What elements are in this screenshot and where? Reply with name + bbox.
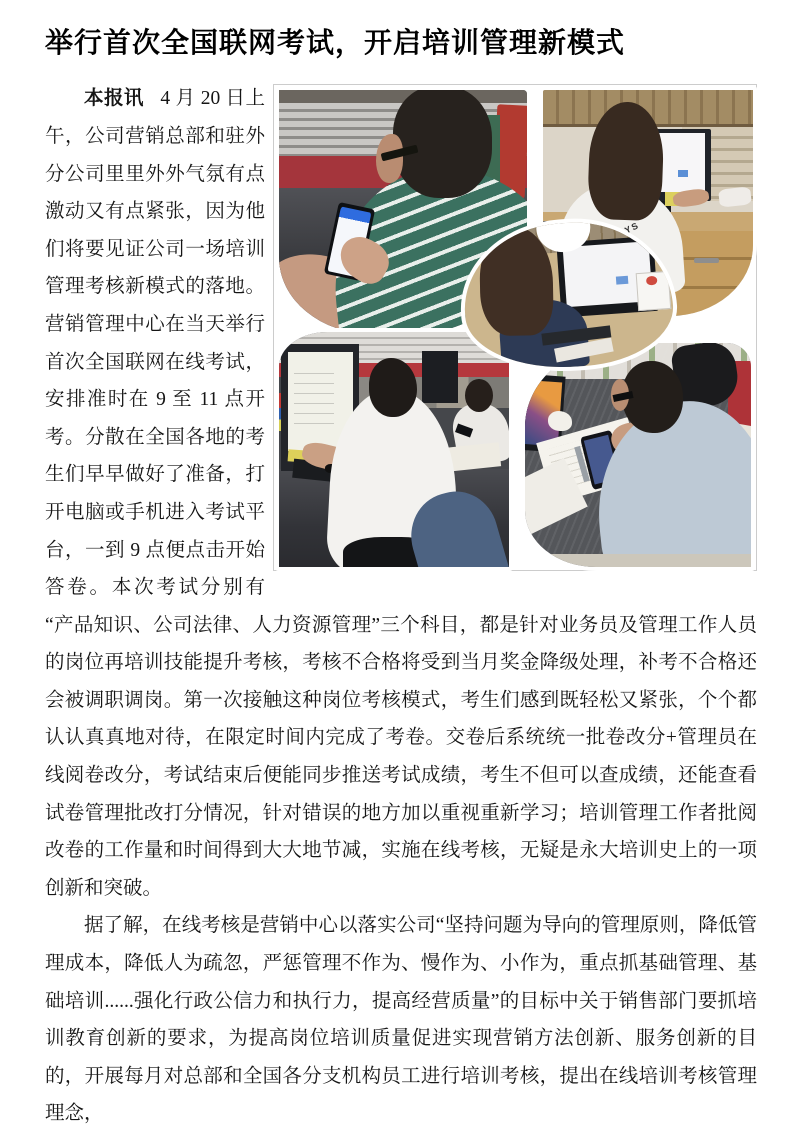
floor-strip xyxy=(525,554,751,567)
photo-collage xyxy=(273,84,757,571)
desk-calendar xyxy=(635,271,671,311)
drawer-handle xyxy=(694,258,719,263)
article-body xyxy=(45,80,757,1133)
man-head xyxy=(369,358,417,417)
paragraph-2: 据了解，在线考核是营销中心以落实公司“坚持问题为导向的管理原则，降低管理成本，降低人为疏忽，严惩管理不作为、慢作为、小作为，重点抓基础管理、基础培训......强化行政公信力和执行力，提高经营质量”的目标中关于销售部门要抓培训教育创新的要求，为提高岗位培训质量促进实现营销方法创新、服务创新的目的，开展每月对总部和全国各分支机构员工进行培训考核，提出在线培训考核管理理念， xyxy=(45,915,757,1125)
screen-text-lines xyxy=(294,364,333,433)
photo-man-typing-exam xyxy=(275,328,513,571)
background-monitor xyxy=(422,351,459,403)
desk-telephone xyxy=(719,186,752,207)
screen-dialog xyxy=(616,276,629,285)
man-head xyxy=(393,86,492,197)
calendar-logo xyxy=(646,276,657,285)
second-worker-head xyxy=(465,379,493,412)
screen-dialog xyxy=(678,170,688,177)
dateline-label: 本报讯 xyxy=(84,88,144,110)
article-title: 举行首次全国联网考试，开启培训管理新模式 xyxy=(45,28,626,59)
paragraph-1-text: 4 月 20 日上午，公司营销总部和驻外分公司里里外外气氛有点激动又有点紧张，因为他们将要见证公司一场培训管理考核新模式的落地。营销管理中心在当天举行首次全国联网在线考试，安排准时在 9 至 11 点开考。分散在全国各地的考生们早早做好了准备，打开电脑或手机进入考试平台，一到 9 点便点击开始答卷。本次考试分别有“产品知识、公司法律、人力资源管理”三个科目，都是针对业务员及管理工作人员的岗位再培训技能提升考核，考核不合格将受到当月奖金降级处理，补考不合格还会被调职调岗。第一次接触这种岗位考核模式，考生们感到既轻松又紧张，个个都认认真真地对待，在限定时间内完成了考卷。交卷后系统统一批卷改分+管理员在线阅卷改分，考试结束后便能同步推送考试成绩，考生不但可以查成绩，还能查看试卷管理批改打分情况，针对错误的地方加以重视重新学习；培训管理工作者批阅改卷的工作量和时间得到大大地节减，实施在线考核，无疑是永大培训史上的一项创新和突破。 xyxy=(45,88,757,899)
photo-man-reading-phone xyxy=(521,339,755,571)
news-article xyxy=(45,26,757,1133)
